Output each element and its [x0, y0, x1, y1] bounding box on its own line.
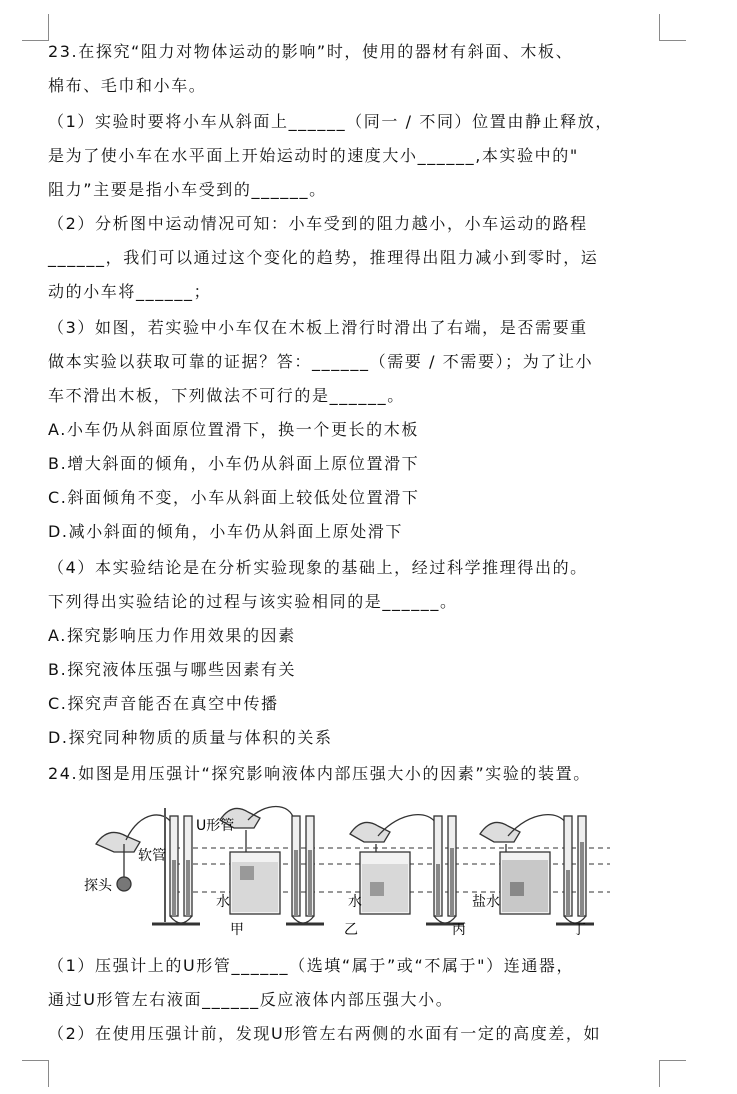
q23-part3-line-3: 车不滑出木板，下列做法不可行的是______。: [48, 386, 405, 405]
q23-part4-option-c: C.探究声音能否在真空中传播: [48, 694, 279, 713]
q24-part1-line-2: 通过U形管左右液面______反应液体内部压强大小。: [48, 990, 454, 1009]
q24-part2-line-1: （2）在使用压强计前，发现U形管左右两侧的水面有一定的高度差，如: [48, 1024, 602, 1043]
q23-part3-option-a: A.小车仍从斜面原位置滑下，换一个更长的木板: [48, 420, 419, 439]
q23-part4-line-2: 下列得出实验结论的过程与该实验相同的是______。: [48, 592, 458, 611]
q23-stem-line-2: 棉布、毛巾和小车。: [48, 76, 207, 95]
corner-mark-bottom-left: [22, 1060, 49, 1087]
probe-label: 探头: [84, 878, 112, 894]
corner-mark-top-left: [22, 14, 49, 41]
label-yi: 乙: [344, 922, 358, 938]
corner-mark-top-right: [659, 14, 686, 41]
hose-label: 软管: [138, 848, 166, 864]
q23-part1-line-3: 阻力”主要是指小车受到的______。: [48, 180, 327, 199]
q24-stem: 24.如图是用压强计“探究影响液体内部压强大小的因素”实验的装置。: [48, 764, 591, 783]
q23-part3-line-1: （3）如图，若实验中小车仅在木板上滑行时滑出了右端，是否需要重: [48, 318, 588, 337]
q23-part4-option-a: A.探究影响压力作用效果的因素: [48, 626, 296, 645]
corner-mark-bottom-right: [659, 1060, 686, 1087]
q23-part2-line-1: （2）分析图中运动情况可知：小车受到的阻力越小，小车运动的路程: [48, 214, 588, 233]
q23-part1-line-2: 是为了使小车在水平面上开始运动时的速度大小______,本实验中的": [48, 146, 579, 165]
q23-part3-option-b: B.增大斜面的倾角，小车仍从斜面上原位置滑下: [48, 454, 420, 473]
q23-part4-option-d: D.探究同种物质的质量与体积的关系: [48, 728, 333, 747]
q23-part4-option-b: B.探究液体压强与哪些因素有关: [48, 660, 297, 679]
q23-part4-line-1: （4）本实验结论是在分析实验现象的基础上，经过科学推理得出的。: [48, 558, 588, 577]
u-tube-label: U形管: [196, 818, 235, 834]
q24-part1-line-1: （1）压强计上的U形管______（选填“属于”或“不属于"）连通器，: [48, 956, 575, 975]
q23-part2-line-2: ______，我们可以通过这个变化的趋势，推理得出阻力减小到零时，运: [48, 248, 599, 267]
q23-part3-option-d: D.减小斜面的倾角，小车仍从斜面上原处滑下: [48, 522, 404, 541]
q23-part3-line-2: 做本实验以获取可靠的证据？答：______（需要 / 不需要）；为了让小: [48, 352, 594, 371]
label-ding: 丁: [572, 922, 586, 938]
q23-part3-option-c: C.斜面倾角不变，小车从斜面上较低处位置滑下: [48, 488, 420, 507]
label-jia: 甲: [230, 922, 244, 938]
q23-part1-line-1: （1）实验时要将小车从斜面上______（同一 / 不同）位置由静止释放，: [48, 112, 613, 131]
water-label-2: 水: [348, 894, 362, 910]
pressure-gauge-figure: [80, 800, 620, 945]
q23-stem-line-1: 23.在探究“阻力对物体运动的影响”时，使用的器材有斜面、木板、: [48, 42, 574, 61]
water-label-1: 水: [216, 894, 230, 910]
brine-label: 盐水: [472, 894, 500, 910]
label-bing: 丙: [452, 922, 466, 938]
q23-part2-line-3: 动的小车将______；: [48, 282, 212, 301]
